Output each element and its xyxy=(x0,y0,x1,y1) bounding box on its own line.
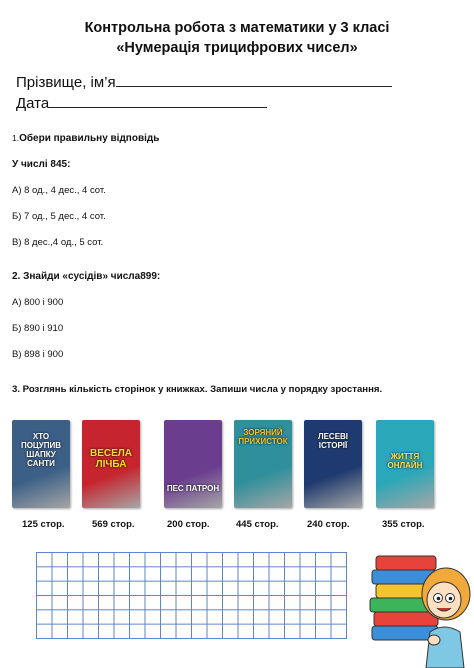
date-line[interactable] xyxy=(49,93,267,108)
book-title: ЛЕСЕВІ ІСТОРІЇ xyxy=(317,432,349,450)
book-cover xyxy=(376,420,434,508)
book-title: ХТО ПОЦУПИВ ШАПКУ САНТИ xyxy=(20,432,62,468)
book-pages: 240 стор. xyxy=(307,519,350,530)
task-2-option-c[interactable]: В) 898 і 900 xyxy=(12,349,64,360)
task-1-option-c[interactable]: В) 8 дес.,4 од., 5 сот. xyxy=(12,237,104,248)
name-line[interactable] xyxy=(116,72,392,87)
book-cover xyxy=(234,420,292,508)
book-cover xyxy=(304,420,362,508)
name-label: Прізвище, ім’я xyxy=(16,74,116,91)
book-cover xyxy=(164,420,222,508)
task-1-prompt: Обери правильну відповідь xyxy=(19,133,160,144)
book-cover xyxy=(82,420,140,508)
task-1-subprompt: У числі 845: xyxy=(12,159,71,170)
page-title-line-2: «Нумерація трицифрових чисел» xyxy=(116,40,358,56)
task-2-option-b[interactable]: Б) 890 і 910 xyxy=(12,323,64,334)
book-title: ВЕСЕЛА ЛІЧБА xyxy=(89,448,133,470)
task-1-number: 1. xyxy=(12,133,20,143)
task-1-heading xyxy=(12,133,159,144)
task-2-heading xyxy=(12,271,160,282)
book-pages: 445 стор. xyxy=(236,519,279,530)
task-2-number: 899: xyxy=(140,271,161,282)
girl-with-books-illustration xyxy=(364,542,474,668)
task-1-option-a[interactable]: А) 8 од., 4 дес., 4 сот. xyxy=(12,185,106,196)
name-field[interactable] xyxy=(16,72,392,91)
book-title: ЗОРЯНИЙ ПРИХИСТОК xyxy=(238,428,288,446)
answer-grid[interactable] xyxy=(36,552,347,639)
task-2-prompt: 2. Знайди «сусідів» числа xyxy=(12,271,141,282)
book-title: ПЕС ПАТРОН xyxy=(166,484,220,493)
book-cover xyxy=(12,420,70,508)
book-pages: 125 стор. xyxy=(22,519,65,530)
task-2-option-a[interactable]: А) 800 і 900 xyxy=(12,297,64,308)
book-title: ЖИТТЯ ОНЛАЙН xyxy=(387,452,423,470)
date-field[interactable] xyxy=(16,93,267,112)
book-pages: 355 стор. xyxy=(382,519,425,530)
task-3-prompt: 3. Розглянь кількість сторінок у книжках. Запиши числа у порядку зростання. xyxy=(12,384,383,395)
book-pages: 200 стор. xyxy=(167,519,210,530)
page-title-line-1: Контрольна робота з математики у 3 класі xyxy=(84,20,390,36)
book-pages: 569 стор. xyxy=(92,519,135,530)
date-label: Дата xyxy=(16,95,50,112)
task-1-option-b[interactable]: Б) 7 од., 5 дес., 4 сот. xyxy=(12,211,106,222)
